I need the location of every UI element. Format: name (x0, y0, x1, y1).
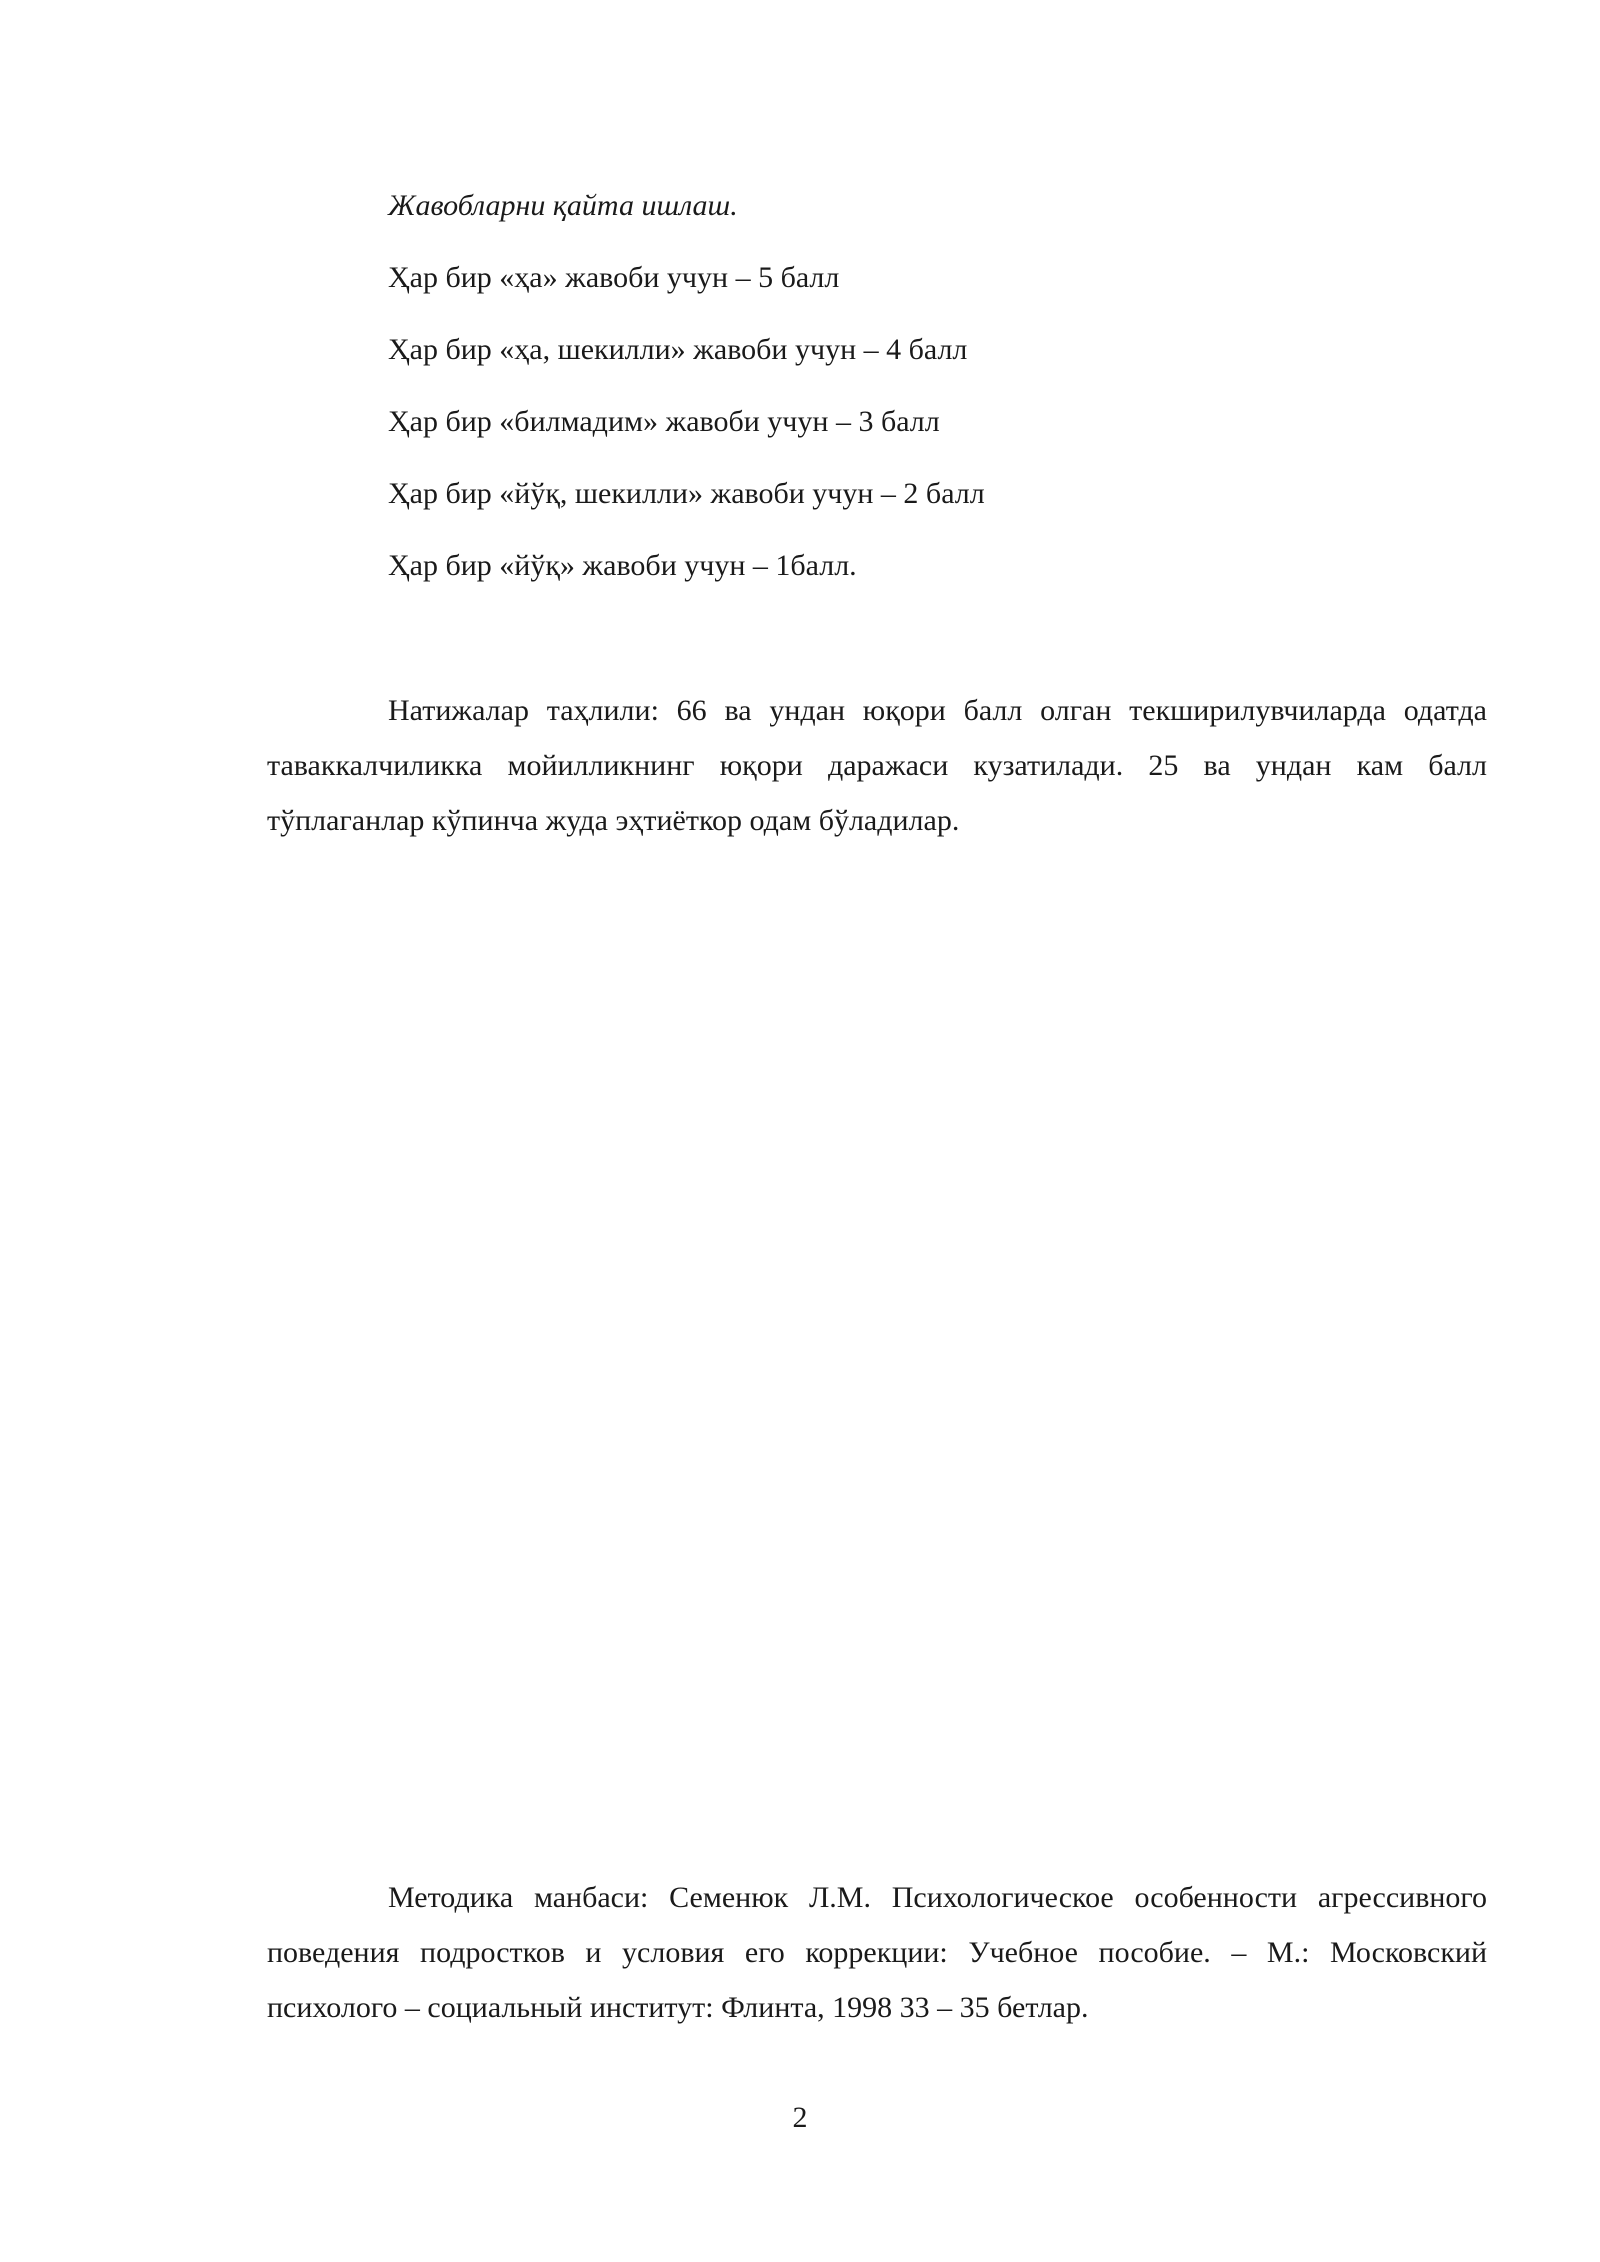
scoring-item: Ҳар бир «йўқ, шекилли» жавоби учун – 2 балл (388, 477, 985, 510)
scoring-item: Ҳар бир «йўқ» жавоби учун – 1балл. (388, 549, 857, 582)
section-heading: Жавобларни қайта ишлаш. (388, 189, 738, 222)
results-paragraph: Натижалар таҳлили: 66 ва ундан юқори балл олган текширилувчиларда одатда таваккалчиликка мойилликнинг юқори даражаси кузатилади. 25 ва ундан кам балл тўплаганлар кўпинча жуда эҳтиёткор одам бўладилар. (267, 694, 1487, 837)
scoring-item: Ҳар бир «ҳа, шекилли» жавоби учун – 4 балл (388, 333, 968, 366)
scoring-item: Ҳар бир «ҳа» жавоби учун – 5 балл (388, 261, 840, 294)
page-number: 2 (792, 2101, 808, 2134)
scoring-item: Ҳар бир «билмадим» жавоби учун – 3 балл (388, 405, 940, 438)
source-paragraph: Методика манбаси: Семенюк Л.М. Психологическое особенности агрессивного поведения подростков и условия его коррекции: Учебное пособие. – М.: Московский психолого – социальный институт: Флинта, 1998 33 – 35 бетлар. (267, 1881, 1487, 2024)
scoring-list (388, 258, 985, 618)
